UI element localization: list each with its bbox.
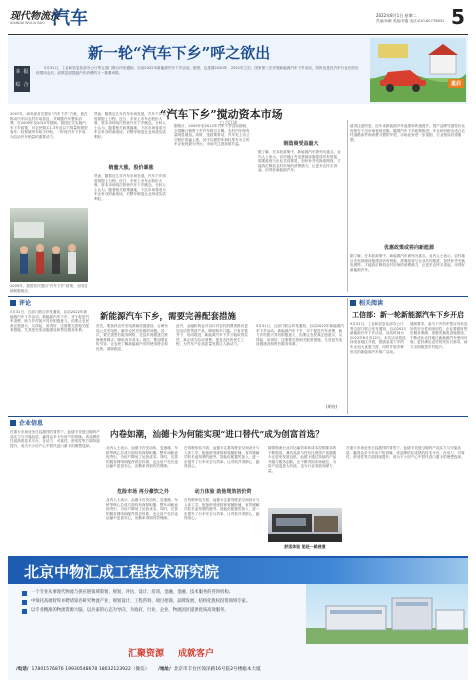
phone-numbers: 17801576876 19930548678 18032123922（微信）	[31, 667, 150, 672]
feature-col-1: 2007年，商务部首次提出“汽车下乡”方案，意在推动汽车向农村市场普及，并刺激汽车整体消费。在2009年至2010年期间，我国正式实施汽车下乡政策，对农民购买1.3升及以下排量的微型客车、轻型载货车给予补贴，一时间汽车下乡成为拉动汽车销量的重要动力。	[10, 112, 88, 139]
ad-bullet	[22, 608, 306, 614]
truck-interior-illustration	[268, 508, 342, 542]
ad-bullet-text: 中领托高端智库并聘请知名研究物流产业、规划设计、工程咨询、项目招商、品牌发展、结构化股权投资领域专家。	[31, 599, 251, 604]
feature-col-5: 值得注意的是，近年来新能源汽车渗透率快速提升，国产品牌凭借性价比优势在下沉市场表现亮眼。随着汽车下乡政策推进，车企纷纷推出适合农村道路条件和消费习惯的车型，市场竞争进一步加剧，行业格局有望重塑。	[350, 124, 465, 142]
commentary-col-4: 5月31日，五部门联合印发通知，启动2022年新能源汽车下乡活动。新能源汽车下乡，对于促进汽车消费、助力乡村振兴具有积极意义，但要让农民真正愿意买、买得起、用得好，还需要完善相关配套措施，尤其是充电设施建设和售后服务体系。	[256, 324, 344, 347]
related-title: 工信部：新一轮新能源汽车下乡开启	[352, 310, 464, 319]
poster-label: 重启	[448, 79, 464, 88]
lead-badge-char: 报	[23, 69, 29, 75]
feature-byline: □ 吕江涛	[220, 120, 238, 125]
bullet-square-icon	[22, 609, 27, 614]
ad-contact-line	[16, 666, 466, 672]
enterprise-tag-label: 企业信息	[19, 420, 44, 427]
car-poster-illustration	[370, 38, 466, 102]
enterprise-col-2b: 业内人士表示，汕德卡在发动机、变速箱、车桥等核心总成方面均有深厚积累，整车油耗表现突出，为用户降低了运营成本。同时，完善的服务网络和配件供应体系，也让用户在长途运输中更加安心，出勤率得到有效保障。	[106, 498, 178, 521]
newspaper-logo-sub: XIANDAI WULIU BAO	[10, 21, 45, 25]
crowd-photo-illustration	[10, 208, 88, 282]
date-line: 2022年8月1日 星期二	[376, 13, 417, 18]
enterprise-title: 内卷如潮，汕德卡为何能实现“进口替代”成为创富首选？	[110, 430, 324, 440]
related-tag-marker	[350, 300, 356, 306]
feature-photo	[10, 208, 88, 282]
lead-headline: 新一轮“汽车下乡”呼之欲出	[88, 44, 271, 62]
feature-col-2: 然而，随着近几年汽车市场发展，汽车下乡再度被提上日程。近日，多家上市车企股价大涨，资本市场再次热炒汽车下乡概念。分析人士认为，随着相关政策落地，下沉市场将成为车企争夺的新战场，对整车制造企业形成实质利好。	[94, 112, 166, 139]
feature-col-5b: 据了解，在本轮政策中，新能源汽车被列为重点。业内人士表示，农村地区充电基础设施建设仍有短板，需要政府与企业共同推进，加快补齐充换电网络，才能真正释放农村市场的消费潜力，让更多农民买得起、用得好新能源汽车。	[350, 254, 465, 272]
related-tag-label: 相关阅读	[359, 300, 384, 307]
feature-subhead-1: 销量大涨，股价暴涨	[108, 165, 154, 171]
enterprise-col-2: 业内人士表示，汕德卡在发动机、变速箱、车桥等核心总成方面均有深厚积累，整车油耗表现突出，为用户降低了运营成本。同时，完善的服务网络和配件供应体系，也让用户在长途运输中更加安心，出勤率得到有效保障。	[106, 446, 178, 469]
bullet-square-icon	[22, 600, 27, 605]
feature-subhead-3: 优惠政策或将向新能源	[383, 245, 434, 251]
page-number: 5	[451, 5, 465, 29]
truck-photo-caption: 舒适体验 驱赶一路疲惫	[284, 544, 326, 549]
commentary-col-3: 此外，金融机构也可以针对农村消费者推出更加灵活的贷款产品，降低购车门槛。只有多管齐下、协同推进，新能源汽车下乡才能取得实效，真正成为拉动消费、惠及农民的民生工程，为汽车产业高质量发展注入新动力。	[176, 324, 248, 347]
ad-title: 北京中物汇成工程技术研究院	[24, 563, 220, 581]
lead-summary: 5月31日，工业和信息化部办公厅等五部门联合印发通知，启动2022年新能源汽车下乡活动。据悉，这是继2020年、2021年之后，国家第三次开展新能源汽车下乡活动，同时也是在汽车行业在经历疫情冲击后，政策层面提振汽车消费的又一重要举措。	[36, 66, 359, 75]
lead-badge	[14, 66, 30, 92]
section-divider	[8, 416, 468, 417]
column-divider	[347, 120, 348, 292]
ad-bullet-list	[22, 590, 306, 614]
lead-badge-char: 合	[23, 82, 29, 88]
commentary-tag-label: 评论	[19, 300, 32, 307]
address-text: 北京市丰台区领泽路16号院2号楼総本大厦	[173, 667, 261, 672]
enterprise-subhead-1: 危险市场 再分豪饮之外	[117, 489, 169, 495]
feature-subhead-2: 制造商受益最大	[283, 141, 319, 147]
lead-badge-char: 本	[15, 69, 21, 75]
enterprise-col-3: 在驾驶体验方面，汕德卡注重驾驶室空间设计与人体工学，配备舒适座椅和宽敞卧铺，有效缓解司机长途驾驶的疲劳。智能化配置的加入，进一步提升了行车安全与效率，让司机开得舒心、跑得放心。	[184, 446, 260, 469]
feature-col-4: 据了解，在本轮政策中，新能源汽车被列为重点。业内人士表示，农村地区充电基础设施建设仍有短板，需要政府与企业共同推进，加快补齐充换电网络，才能真正释放农村市场的消费潜力，让更多农民买得起、用得好新能源汽车。	[258, 150, 341, 173]
related-col-1: 5月31日，工业和信息化部办公厅等五部门联合发布通知，启动2022新能源汽车下乡活动，活动时间为2022年6月至12月。本次活动将选择适宜地区开展，鼓励参加下乡的车企加大优惠力度，同时开展多种形式的新能源汽车推广活动。	[350, 322, 406, 354]
commentary-tag	[10, 298, 31, 307]
commentary-tag-marker	[10, 300, 16, 306]
ad-bullet-text: 一个专业从事现代物流与供应链领域策划、规划、评估、设计、培训、金融、金融、技术服务的咨询机构。	[31, 590, 233, 595]
section-divider	[8, 296, 468, 297]
enterprise-col-5: 在重卡市场竞争日趋激烈的背景下，汕德卡凭借过硬的产品实力与可靠品质，赢得众多卡车用户的青睐。该品牌依托成熟的技术平台，在动力、可靠性、舒适性等方面持续提升，成为不少用户心中替代进口重卡的理想选择。	[346, 446, 465, 460]
editor-line: 责编/孙鹏 美编/李鑫 电话:010-60776831	[376, 19, 445, 23]
section-title: 汽车	[52, 8, 88, 29]
truck-photo	[268, 508, 342, 542]
ad-slogan	[128, 646, 214, 659]
commentary-col-1: 5月31日，五部门联合印发通知，启动2022年新能源汽车下乡活动。新能源汽车下乡，对于促进汽车消费、助力乡村振兴具有积极意义，但要让农民真正愿意买、买得起、用得好，还需要完善相关配套措施，尤其是充电设施建设和售后服务体系。	[10, 310, 90, 333]
enterprise-tag	[10, 418, 43, 427]
column-divider	[347, 298, 348, 414]
ad-bullet	[22, 590, 306, 596]
newspaper-logo: 现代物流报	[10, 11, 60, 22]
enterprise-tag-marker	[10, 420, 16, 426]
building-illustration	[306, 584, 468, 644]
feature-photo-caption: 2009年，我国首次提出“汽车下乡”政策，全国各地积极响应。	[10, 284, 88, 293]
ad-title-bar	[8, 558, 468, 584]
feature-col-2b: 然而，随着近几年汽车市场发展，汽车下乡再度被提上日程。近日，多家上市车企股价大涨，资本市场再次热炒汽车下乡概念。分析人士认为，随着相关政策落地，下沉市场将成为车企争夺的新战场，对整车制造企业形成实质利好。	[94, 174, 166, 201]
commentary-title: 新能源汽车下乡，需要完善配套措施	[100, 312, 237, 322]
bullet-square-icon	[22, 591, 27, 596]
ad-bullet-text: 以专业精准的物流资源大脑，以兵家的心态为导向，为政府、行业、企业、物流园区提供优质高效服务。	[31, 608, 229, 613]
lead-banner	[8, 36, 468, 104]
masthead-divider	[8, 34, 468, 35]
commentary-col-2: 首先，要加快农村充电基础设施建设，合理布局公共充电桩，解决农民充电难的问题。其次，要完善售后服务网络，在县乡两级建立维修保养网点，降低用车成本。再次，要加强宣传引导，让农民了解新能源汽车的使用特点和优势，消除顾虑。	[96, 324, 168, 351]
enterprise-col-1: 在重卡市场竞争日趋激烈的背景下，汕德卡凭借过硬的产品实力与可靠品质，赢得众多卡车用户的青睐。该品牌依托成熟的技术平台，在动力、可靠性、舒适性等方面持续提升，成为不少用户心中替代进口重卡的理想选择。	[10, 430, 100, 448]
ad-slogan-left: 汇聚资源	[128, 649, 165, 659]
feature-title: “汽车下乡”搅动资本市场	[160, 108, 283, 121]
phone-label: /电话/	[16, 667, 29, 672]
enterprise-col-4: 随着物流行业对运输效率和成本控制要求的不断提高，兼具品质与性价比的国产高端重卡正迎来发展良机。汕德卡通过持续的产品升级与服务创新，正不断巩固市场地位，为用户创造更大价值，也为行业发展贡献力量。	[268, 446, 337, 473]
ad-building-image	[306, 584, 468, 644]
address-label: /地址/	[158, 667, 171, 672]
car-poster	[370, 38, 466, 102]
masthead	[0, 0, 476, 36]
related-tag	[350, 298, 383, 307]
related-col-2: 通知要求，参与下乡的车型应具有良好的安全性和适用性，企业要做好售后服务保障，加强充换电设施建设，不断优化农村地区新能源汽车使用环境，更好满足农村居民出行需求，助力全面推进乡村振兴。	[410, 322, 468, 349]
ad-bullet	[22, 599, 306, 605]
enterprise-subhead-2: 动力体验 助他驾效初价资	[194, 489, 252, 495]
commentary-author: (胡亮)	[326, 404, 338, 409]
enterprise-col-3b: 在驾驶体验方面，汕德卡注重驾驶室空间设计与人体工学，配备舒适座椅和宽敞卧铺，有效缓解司机长途驾驶的疲劳。智能化配置的加入，进一步提升了行车安全与效率，让司机开得舒心、跑得放心。	[184, 498, 260, 521]
feature-col-3: 据统计，2009年至2012年汽车下乡活动期间，全国累计销售下乡汽车数百万辆，农村汽车保有量明显增加。同时，受政策带动，汽车类上市公司股价普遍上涨，其中以微型车和轻型车为主的车企表现最为突出，市场关注度持续升温。	[174, 124, 250, 147]
ad-slogan-right: 成就客户	[178, 649, 215, 659]
lead-badge-char: 综	[15, 82, 21, 88]
ad-block	[8, 556, 468, 680]
